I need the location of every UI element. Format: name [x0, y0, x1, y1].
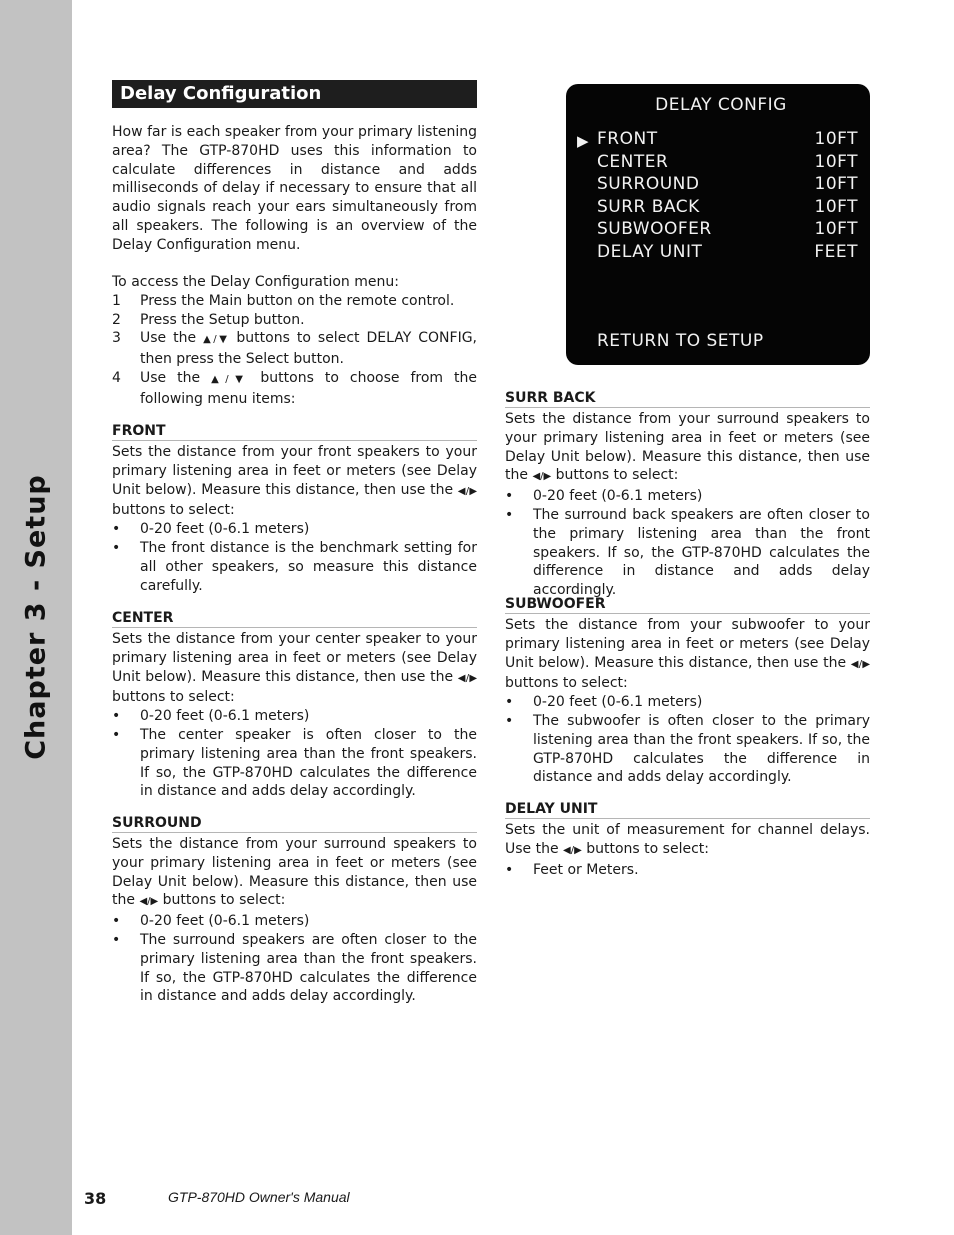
- list-item: • The surround speakers are often closer to the primary listening area than the front speakers. If so, the GTP-870HD calculates the difference in distance and adds delay accordingly.: [112, 931, 477, 1005]
- section-body: Sets the distance from your front speakers to your primary listening area in feet or meters (see Delay Unit below). Measure this distance, then use the ◀/▶ buttons to select:: [112, 444, 478, 519]
- section-bullets: [505, 693, 870, 787]
- left-right-arrow-icon: ◀/▶: [457, 485, 478, 497]
- section-bullets: [112, 520, 477, 595]
- access-step: 4 Use the ▲/▼ buttons to choose from the following menu items:: [112, 369, 477, 407]
- section-heading: SUBWOOFER: [505, 596, 870, 614]
- section-front: [112, 423, 477, 595]
- list-item: • 0-20 feet (0-6.1 meters): [505, 488, 703, 505]
- delay-config-osd-screen: [566, 84, 870, 365]
- list-item: • The subwoofer is often closer to the primary listening area than the front speakers. If so, the GTP-870HD calculates the difference in distance and adds delay accordingly.: [505, 712, 870, 786]
- section-body: Sets the distance from your surround speakers to your primary listening area in feet or meters (see Delay Unit below). Measure this distance, then use the ◀/▶ buttons to select:: [112, 836, 477, 909]
- section-heading: CENTER: [112, 610, 477, 628]
- section-body: Sets the distance from your surround speakers to your primary listening area in feet or meters (see Delay Unit below). Measure this distance, then use the ◀/▶ buttons to select:: [505, 411, 870, 484]
- list-item: • The surround back speakers are often closer to the primary listening area than the front speakers. If so, the GTP-870HD calculates the difference in distance and adds delay accordingly.: [505, 506, 870, 599]
- up-down-arrow-icon: ▲/▼: [211, 373, 250, 385]
- list-item: • 0-20 feet (0-6.1 meters): [112, 521, 310, 538]
- osd-row-center: CENTER 10FT: [597, 151, 858, 172]
- intro-paragraph: [112, 123, 477, 255]
- page-number: 38: [84, 1189, 107, 1208]
- left-right-arrow-icon: ◀/▶: [457, 672, 478, 684]
- section-bullets: [505, 861, 870, 880]
- osd-row-surr-back: SURR BACK 10FT: [597, 196, 858, 217]
- osd-title: DELAY CONFIG: [655, 95, 787, 115]
- access-steps: [112, 292, 477, 409]
- access-step: 2 Press the Setup button.: [112, 311, 305, 328]
- osd-row-front: FRONT 10FT: [597, 129, 858, 149]
- access-lead: To access the Delay Configuration menu:: [112, 274, 399, 290]
- list-item: • 0-20 feet (0-6.1 meters): [505, 694, 703, 711]
- section-bullets: [112, 707, 477, 801]
- up-down-arrow-icon: ▲/▼: [203, 334, 230, 346]
- list-item: • 0-20 feet (0-6.1 meters): [112, 708, 310, 725]
- osd-row-subwoofer: SUBWOOFER 10FT: [597, 219, 858, 239]
- section-heading: SURROUND: [112, 815, 477, 833]
- osd-return-to-setup: RETURN TO SETUP: [597, 331, 764, 351]
- section-heading: SURR BACK: [505, 390, 870, 408]
- access-step: 1 Press the Main button on the remote control.: [112, 292, 455, 309]
- section-surround: [112, 815, 477, 1006]
- left-right-arrow-icon: ◀/▶: [563, 844, 582, 856]
- chapter-label: Chapter 3 - Setup: [20, 474, 52, 760]
- section-heading: FRONT: [112, 423, 477, 441]
- osd-row-surround: SURROUND 10FT: [597, 174, 858, 194]
- access-instructions: [112, 273, 477, 409]
- section-body: Sets the unit of measurement for channel delays. Use the ◀/▶ buttons to select:: [505, 822, 870, 857]
- list-item: • The center speaker is often closer to the primary listening area than the front speakers. If so, the GTP-870HD calculates the difference in distance and adds delay accordingly.: [112, 726, 477, 800]
- section-heading: DELAY UNIT: [505, 801, 870, 819]
- section-bullets: [112, 912, 477, 1006]
- left-right-arrow-icon: ◀/▶: [850, 658, 871, 670]
- osd-row-delay-unit: DELAY UNIT FEET: [597, 241, 858, 262]
- manual-title: GTP-870HD Owner's Manual: [168, 1189, 350, 1205]
- chapter-sidebar: [0, 0, 72, 1235]
- list-item: • Feet or Meters.: [505, 861, 639, 878]
- list-item: • 0-20 feet (0-6.1 meters): [112, 913, 310, 930]
- section-title: Delay Configuration: [112, 80, 477, 108]
- section-surr-back: [505, 390, 870, 600]
- list-item: • The front distance is the benchmark setting for all other speakers, so measure this distance carefully.: [112, 539, 477, 594]
- section-center: [112, 610, 477, 801]
- section-body: Sets the distance from your center speaker to your primary listening area in feet or meters (see Delay Unit below). Measure this distance, then use the ◀/▶ buttons to select:: [112, 631, 478, 706]
- access-step: 3 Use the ▲/▼ buttons to select DELAY CONFIG, then press the Select button.: [112, 330, 477, 368]
- intro-text: How far is each speaker from your primary listening area? The GTP-870HD uses this information to calculate differences in distance and adds milliseconds of delay if necessary to ensure that all audio signals reach your ears simultaneously from all speakers. The following is an overview of the Delay Configuration menu.: [112, 124, 477, 253]
- section-body: Sets the distance from your subwoofer to your primary listening area in feet or meters (see Delay Unit below). Measure this distance, then use the ◀/▶ buttons to select:: [505, 617, 871, 692]
- section-subwoofer: [505, 596, 870, 787]
- left-right-arrow-icon: ◀/▶: [532, 471, 552, 483]
- cursor-arrow-icon: ▶: [577, 132, 590, 150]
- section-delay-unit: [505, 801, 870, 879]
- left-right-arrow-icon: ◀/▶: [139, 896, 159, 908]
- section-bullets: [505, 487, 870, 600]
